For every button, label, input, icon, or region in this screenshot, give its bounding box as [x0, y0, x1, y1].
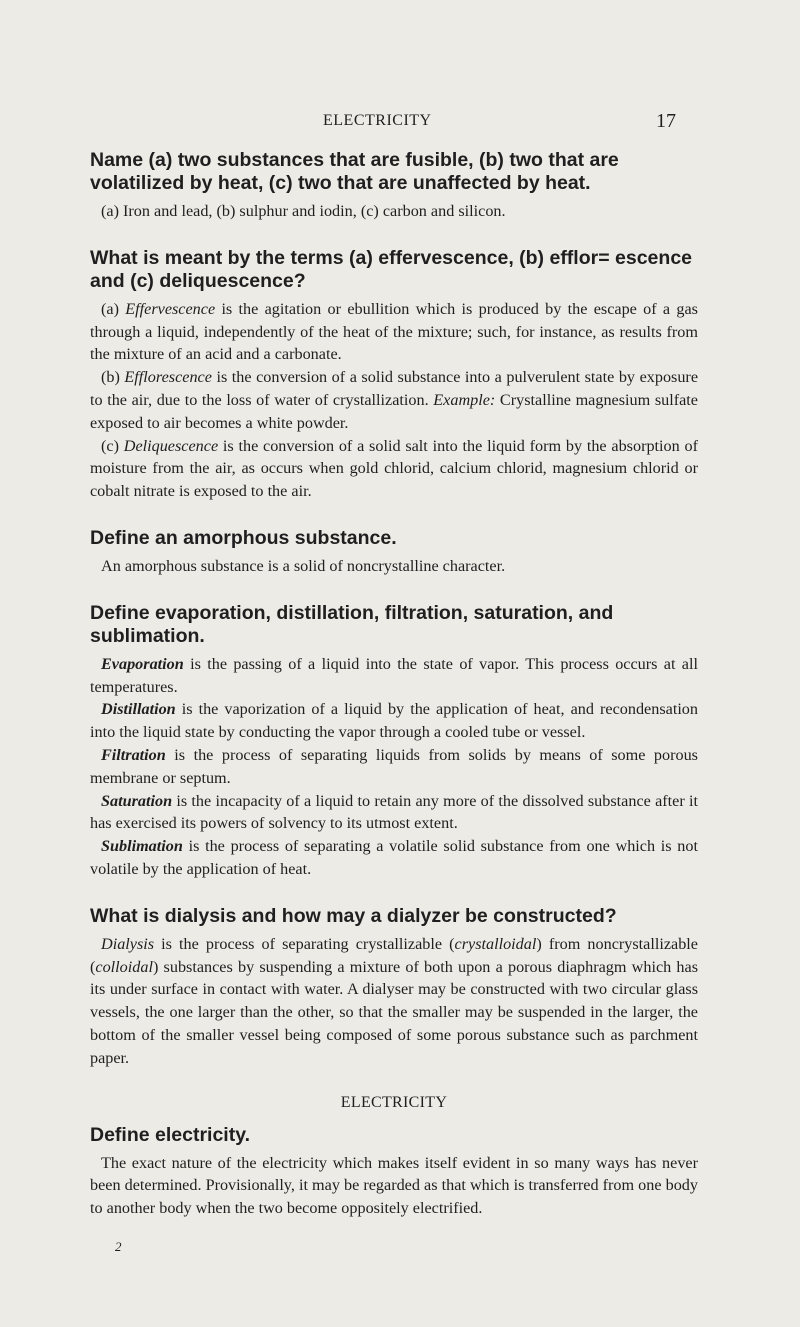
qa-fusible — [90, 149, 698, 223]
definition-text: ) from noncrystallizable ( — [90, 934, 698, 976]
question-heading: Define evaporation, distillation, filtration, saturation, and sublimation. — [90, 601, 614, 647]
answer-paragraph: (a) Iron and lead, (b) sulphur and iodin, (c) carbon and silicon. — [101, 202, 506, 220]
italic-term: colloidal — [95, 957, 153, 976]
example-label: Example: — [433, 390, 496, 409]
definition-text: ) substances by suspending a mixture of both upon a porous diaphragm which has its under surface in contact with water. A dialyser may be constructed with two circular glass vessels, the one larger than the other, so that the smaller may be suspended in the larger, the bottom of the smaller vessel being composed of some porous substance such as parchment paper. — [90, 957, 698, 1067]
italic-term: crystalloidal — [454, 934, 537, 953]
qa-dialysis — [90, 905, 698, 1070]
definition-text: is the passing of a liquid into the state of vapor. This process occurs at all temperatures. — [90, 654, 698, 696]
definition-text: is the vaporization of a liquid by the application of heat, and recondensation into the liquid state by conducting the vapor through a cooled tube or vessel. — [90, 700, 698, 742]
qa-electricity — [90, 1124, 698, 1220]
defined-term: Effervescence — [125, 299, 216, 318]
question-heading: What is meant by the terms (a) effervescence, (b) efflor= escence and (c) deliquescence? — [90, 246, 693, 292]
page-content — [90, 149, 698, 1244]
answer-saturation — [90, 790, 698, 836]
answer-paragraph: An amorphous substance is a solid of noncrystalline character. — [101, 556, 506, 575]
defined-term: Filtration — [101, 745, 166, 764]
item-label: (c) — [101, 436, 124, 455]
answer-distillation — [90, 698, 698, 744]
answer-paragraph: The exact nature of the electricity which makes itself evident in so many ways has never been determined. Provisionally, it may be regarded as that which is transferred from one body to another body when the two become oppositely electrified. — [90, 1153, 698, 1218]
qa-evaporation — [90, 602, 698, 881]
defined-term: Saturation — [101, 791, 173, 810]
running-head-title: ELECTRICITY — [323, 112, 432, 129]
answer-paragraph-c — [90, 435, 698, 503]
example-text: Crystalline magnesium sulfate exposed to air becomes a white powder. — [90, 390, 698, 432]
answer-paragraph — [90, 933, 698, 1070]
definition-text: is the process of separating a volatile solid substance from one which is not volatile by the application of heat. — [90, 837, 698, 878]
qa-amorphous — [90, 527, 698, 578]
qa-effervescence — [90, 247, 698, 503]
signature-mark: 2 — [115, 1239, 122, 1254]
item-label: (b) — [101, 368, 125, 387]
definition-text: is the conversion of a solid substance into a pulverulent state by exposure to the air, due to the loss of water of crystallization. — [90, 368, 699, 409]
page-number: 17 — [656, 110, 676, 132]
answer-sublimation — [90, 835, 698, 881]
question-heading: What is dialysis and how may a dialyzer be constructed? — [90, 904, 617, 927]
answer-paragraph-a — [90, 298, 698, 366]
defined-term: Efflorescence — [124, 368, 212, 387]
defined-term: Dialysis — [101, 934, 155, 953]
defined-term: Sublimation — [101, 837, 183, 856]
item-label: (a) — [101, 299, 126, 318]
defined-term: Distillation — [101, 700, 176, 719]
section-heading: ELECTRICITY — [340, 1093, 448, 1111]
definition-text: is the agitation or ebullition which is produced by the escape of a gas through a liquid, independently of the heat of the mixture; such, for instance, as results from the mixture of an acid and a carbonate. — [90, 299, 698, 364]
question-heading: Define electricity. — [90, 1123, 251, 1146]
question-heading: Name (a) two substances that are fusible, (b) two that are volatilized by heat, (c) two that are unaffected by heat. — [90, 149, 619, 194]
definition-text: is the process of separating crystallizable ( — [154, 934, 455, 953]
answer-paragraph-b — [90, 366, 698, 434]
definition-text: is the incapacity of a liquid to retain any more of the dissolved substance after it has exercised its powers of solvency to its utmost extent. — [90, 791, 698, 833]
definition-text: is the process of separating liquids from solids by means of some porous membrane or septum. — [90, 745, 698, 787]
question-heading: Define an amorphous substance. — [90, 526, 397, 549]
definition-text: is the conversion of a solid salt into the liquid form by the absorption of moisture from the air, as occurs when gold chlorid, calcium chlorid, magnesium chlorid or cobalt nitrate is exposed to the air. — [90, 436, 698, 501]
answer-evaporation — [90, 653, 698, 699]
defined-term: Evaporation — [101, 654, 184, 673]
running-head — [0, 112, 800, 136]
defined-term: Deliquescence — [123, 436, 219, 455]
answer-filtration — [90, 744, 698, 790]
